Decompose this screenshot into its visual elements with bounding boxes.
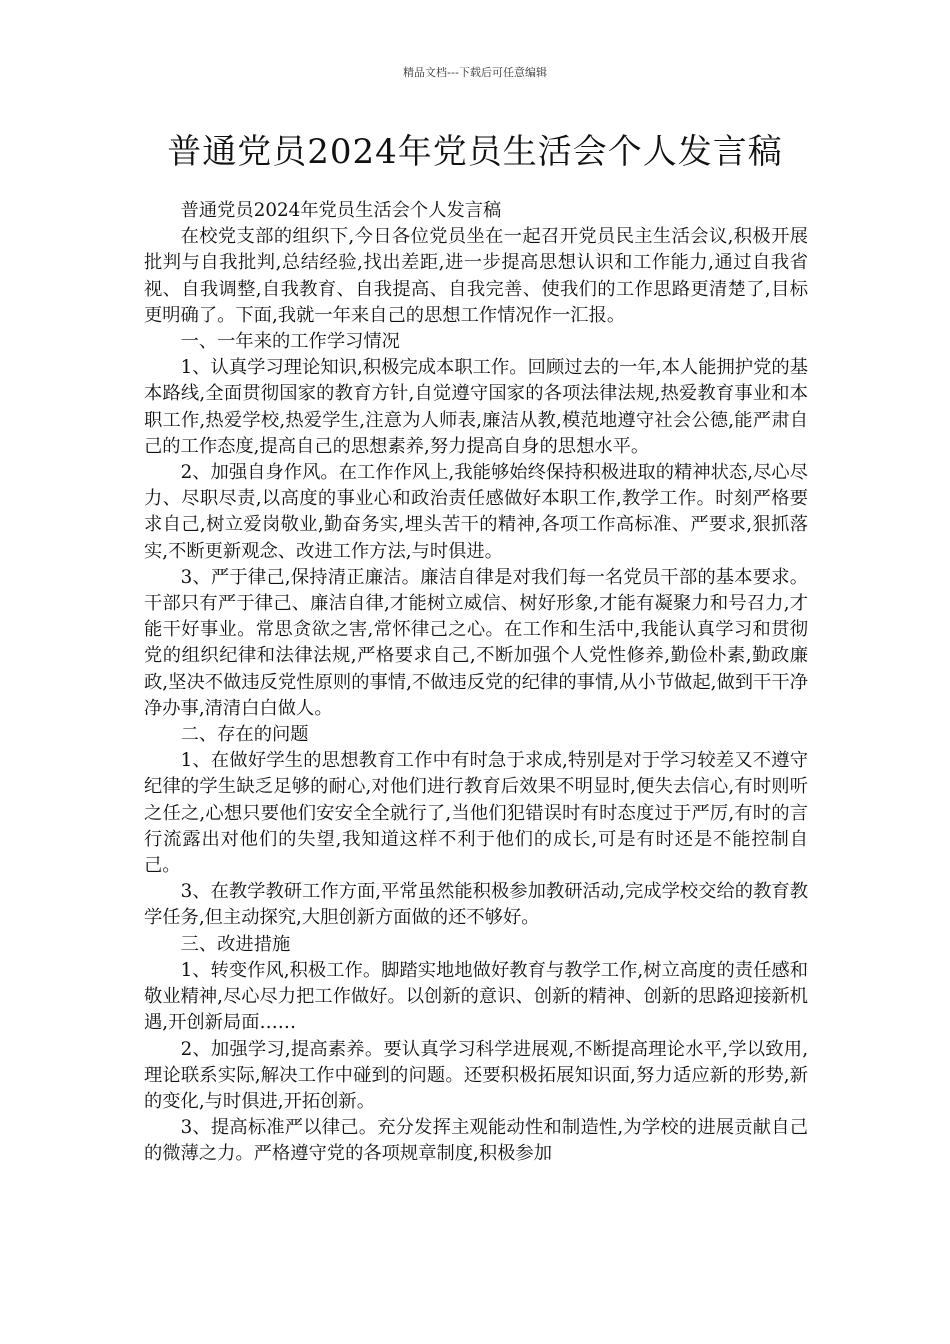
paragraph: 1、转变作风,积极工作。脚踏实地地做好教育与教学工作,树立高度的责任感和敬业精神,尽心尽力把工作做好。以创新的意识、创新的精神、创新的思路迎接新机遇,开创新局面…… (144, 959, 808, 1034)
paragraph: 3、在教学教研工作方面,平常虽然能积极参加教研活动,完成学校交给的教育教学任务,但主动探究,大胆创新方面做的还不够好。 (144, 881, 808, 929)
section-heading-1: 一、一年来的工作学习情况 (180, 331, 400, 353)
paragraph: 3、严于律己,保持清正廉洁。廉洁自律是对我们每一名党员干部的基本要求。干部只有严于律己、廉洁自律,才能树立威信、树好形象,才能有凝聚力和号召力,才能干好事业。常思贪欲之害,常怀律己之心。在工作和生活中,我能认真学习和贯彻党的组织纪律和法律法规,严格要求自己,不断加强个人党性修养,勤俭朴素,勤政廉政,坚决不做违反党性原则的事情,不做违反党的纪律的事情,从小节做起,做到干干净净办事,清清白白做人。 (144, 566, 808, 719)
page-header-note: 精品文档---下载后可任意编辑 (403, 66, 547, 79)
paragraph: 2、加强学习,提高素养。要认真学习科学进展观,不断提高理论水平,学以致用,理论联系实际,解决工作中碰到的问题。还要积极拓展知识面,努力适应新的形势,新的变化,与时俱进,开拓创新。 (144, 1038, 808, 1112)
section-heading-2: 二、存在的问题 (180, 724, 309, 746)
paragraph-intro: 在校党支部的组织下,今日各位党员坐在一起召开党员民主生活会议,积极开展批判与自我批判,总结经验,找出差距,进一步提高思想认识和工作能力,通过自我省视、自我调整,自我教育、自我提高、自我完善、使我们的工作思路更清楚了,目标更明确了。下面,我就一年来自己的思想工作情况作一汇报。 (144, 226, 808, 326)
section-heading-3: 三、改进措施 (180, 933, 291, 955)
paragraph: 3、提高标准严以律己。充分发挥主观能动性和制造性,为学校的进展贡献自己的微薄之力。严格遵守党的各项规章制度,积极参加 (144, 1117, 808, 1165)
paragraph: 1、在做好学生的思想教育工作中有时急于求成,特别是对于学习较差又不遵守纪律的学生缺乏足够的耐心,对他们进行教育后效果不明显时,便失去信心,有时则听之任之,心想只要他们安安全全就行了,当他们犯错误时有时态度过于严厉,有时的言行流露出对他们的失望,我知道这样不利于他们的成长,可是有时还是不能控制自己。 (144, 750, 808, 877)
paragraph: 2、加强自身作风。在工作作风上,我能够始终保持积极进取的精神状态,尽心尽力、尽职尽责,以高度的事业心和政治责任感做好本职工作,教学工作。时刻严格要求自己,树立爱岗敬业,勤奋务实,埋头苦干的精神,各项工作高标准、严要求,狠抓落实,不断更新观念、改进工作方法,与时俱进。 (144, 462, 808, 562)
paragraph-subtitle: 普通党员2024年党员生活会个人发言稿 (180, 200, 502, 221)
document-body (144, 198, 808, 1168)
paragraph: 1、认真学习理论知识,积极完成本职工作。回顾过去的一年,本人能拥护党的基本路线,全面贯彻国家的教育方针,自觉遵守国家的各项法律法规,热爱教育事业和本职工作,热爱学校,热爱学生,注意为人师表,廉洁从教,模范地遵守社会公德,能严肃自己的工作态度,提高自己的思想素养,努力提高自身的思想水平。 (144, 357, 808, 457)
document-title: 普通党员2024年党员生活会个人发言稿 (167, 132, 783, 172)
